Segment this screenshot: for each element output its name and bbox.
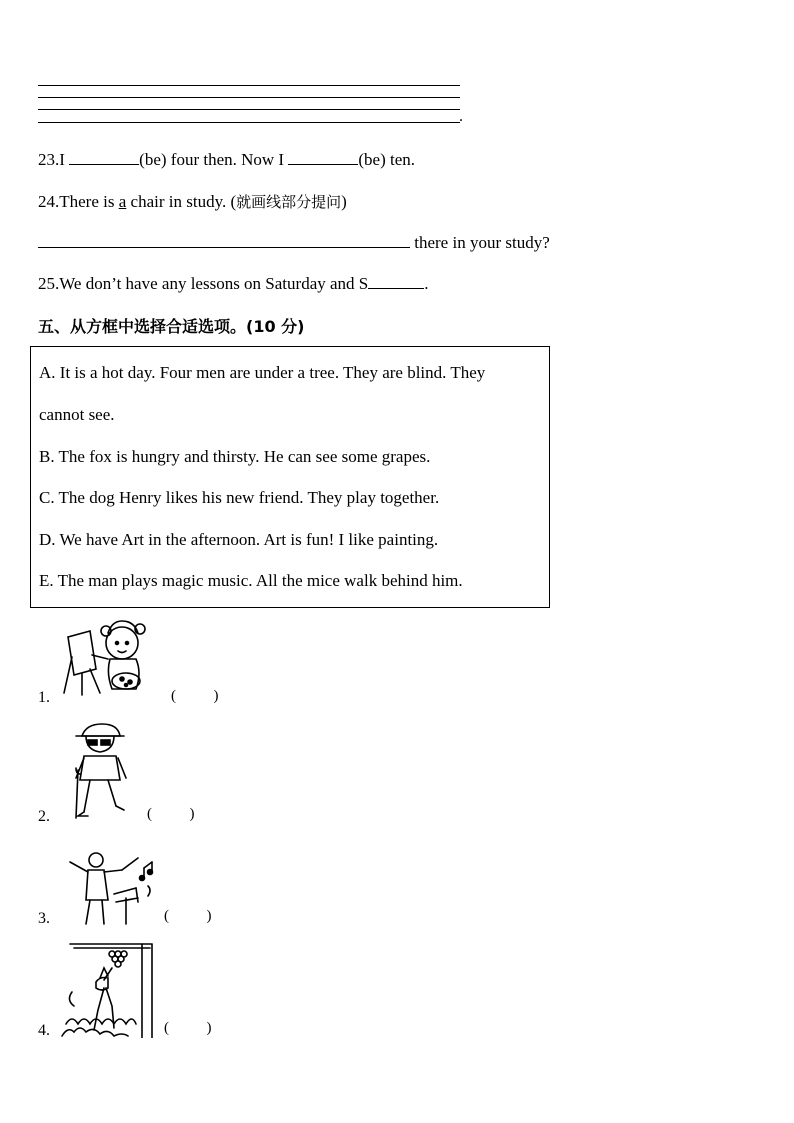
question-text: (be) four then. Now I: [139, 150, 289, 169]
underlined-word: a: [118, 192, 127, 211]
question-25: [38, 274, 429, 294]
options-box: [30, 346, 550, 608]
option-a-continued: cannot see.: [39, 405, 115, 424]
question-text: ): [341, 192, 347, 211]
item-number: 4.: [38, 1022, 50, 1039]
question-instruction: 就画线部分提问: [236, 193, 342, 211]
fill-blank[interactable]: [38, 233, 410, 248]
question-23: [38, 150, 415, 170]
answer-line: [38, 97, 460, 98]
answer-line: [38, 85, 460, 86]
option-b: B. The fox is hungry and thirsty. He can see some grapes.: [39, 447, 431, 466]
option-d: D. We have Art in the afternoon. Art is fun! I like painting.: [39, 530, 439, 549]
fill-blank[interactable]: [288, 150, 358, 165]
question-text: We don’t have any lessons on Saturday and S: [59, 274, 369, 293]
question-24-answer: [38, 233, 550, 253]
item-number: 2.: [38, 808, 50, 825]
answer-line: [38, 109, 460, 110]
question-text: I: [59, 150, 70, 169]
answer-lines-period: .: [459, 108, 463, 125]
question-text: .: [424, 274, 429, 293]
section-heading: 五、从方框中选择合适选项。(10 分): [38, 317, 305, 336]
conductor-illustration: [64, 850, 156, 926]
question-24: [38, 191, 347, 212]
item-number: 1.: [38, 689, 50, 706]
answer-parentheses[interactable]: ( ): [147, 806, 195, 822]
fill-blank[interactable]: [368, 274, 424, 289]
answer-line: [38, 122, 460, 123]
question-number: 25.: [38, 274, 60, 293]
option-e: E. The man plays magic music. All the mice walk behind him.: [39, 571, 463, 590]
question-number: 24.: [38, 192, 60, 211]
girl-painting-illustration: [60, 617, 164, 699]
item-number: 3.: [38, 910, 50, 927]
question-text: chair in study. (: [126, 192, 237, 211]
answer-parentheses[interactable]: ( ): [164, 908, 212, 924]
answer-parentheses[interactable]: ( ): [164, 1020, 212, 1036]
question-text: (be) ten.: [358, 150, 415, 169]
question-text: there in your study?: [410, 233, 550, 252]
option-a: A. It is a hot day. Four men are under a tree. They are blind. They: [39, 363, 486, 382]
question-text: There is: [59, 192, 119, 211]
fox-grapes-illustration: [60, 940, 156, 1038]
fill-blank[interactable]: [69, 150, 139, 165]
question-number: 23.: [38, 150, 60, 169]
option-c: C. The dog Henry likes his new friend. They play together.: [39, 488, 440, 507]
blind-man-illustration: [72, 722, 134, 820]
answer-parentheses[interactable]: ( ): [171, 688, 219, 704]
